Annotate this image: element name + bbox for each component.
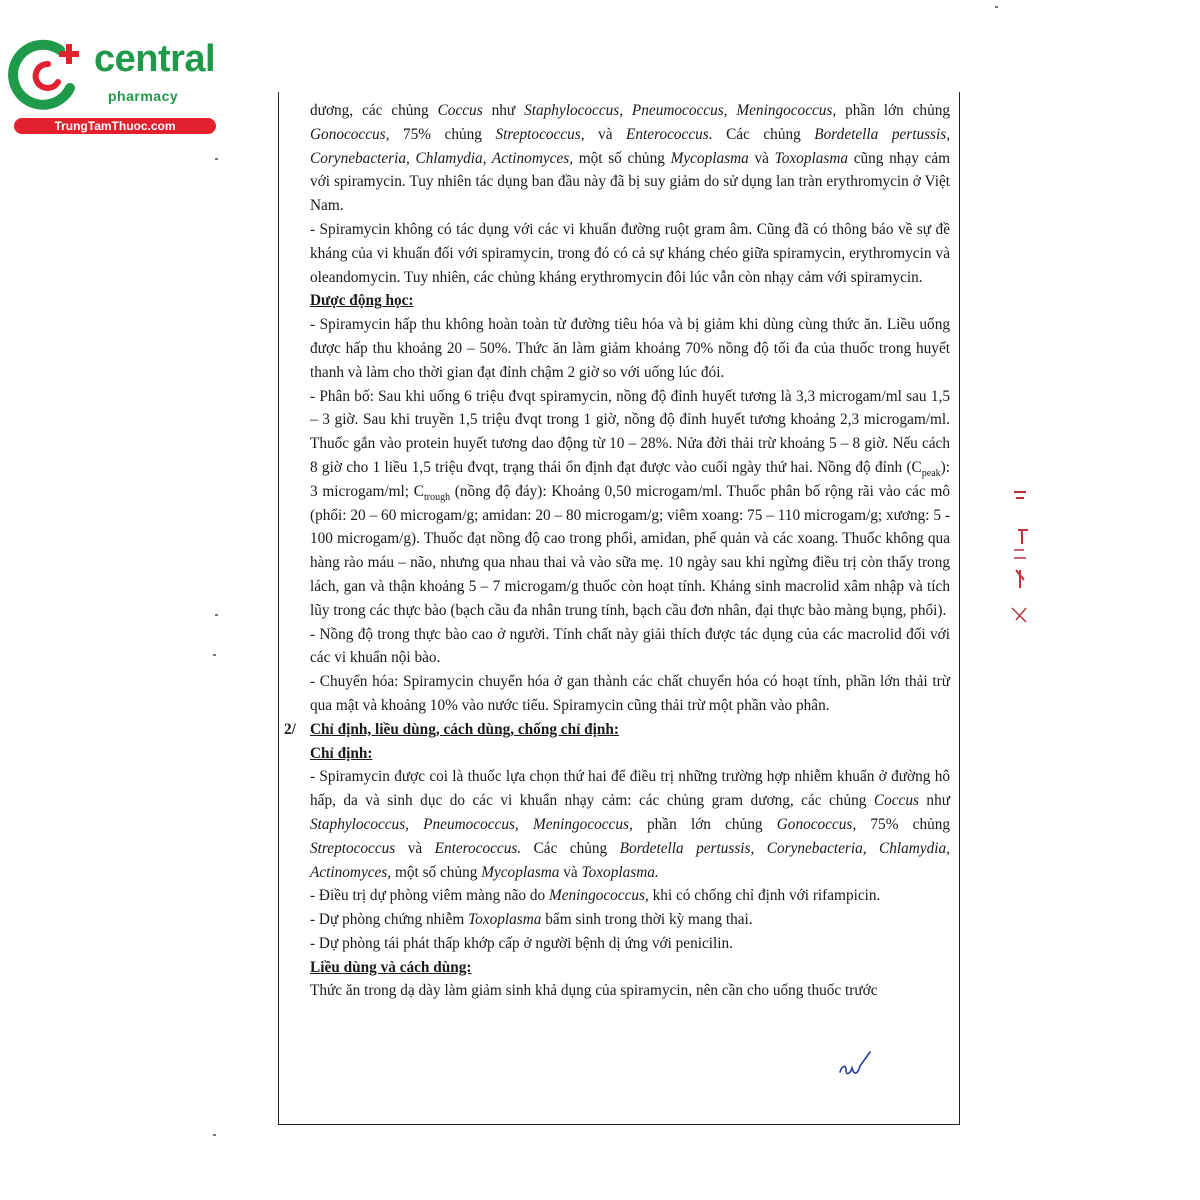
scan-speck — [215, 614, 218, 616]
logo-name: central — [94, 38, 216, 80]
signature-mark — [836, 1048, 876, 1084]
paragraph-indication-toxoplasma: - Dự phòng chứng nhiễm Toxoplasma bẩm sinh trong thời kỳ mang thai. — [310, 911, 753, 929]
paragraph-metabolism: - Chuyển hóa: Spiramycin chuyển hóa ở gan thành các chất chuyển hóa có hoạt tính, phần lớn thải trừ qua mật và khoảng 10% vào nước tiểu. Spiramycin cũng thải trừ một phần vào phân. — [310, 673, 950, 714]
paragraph-indication-infections: - Spiramycin được coi là thuốc lựa chọn thứ hai để điều trị những trường hợp nhiễm khuẩn ở đường hô hấp, da và sinh dục do các vi khuẩn nhạy cảm: các chủng gram dương, các chủng Coccus như Staphylococcus, Pneumococcus, Meningococcus, phần lớn chủng Gonococcus, 75% chủng Streptococcus và Enterococcus. Các chủng Bordetella pertussis, Corynebacteria, Chlamydia, Actinomyces, một số chủng Mycoplasma và Toxoplasma. — [310, 768, 951, 881]
paragraph-indication-rheumatic: - Dự phòng tái phát thấp khớp cấp ở người bệnh dị ứng với penicilin. — [310, 934, 734, 952]
scan-speck — [995, 6, 998, 8]
paragraph-distribution: - Phân bố: Sau khi uống 6 triệu đvqt spiramycin, nồng độ đỉnh huyết tương là 3,3 microgam/ml sau 1,5 – 3 giờ. Sau khi truyền 1,5 triệu đvqt trong 1 giờ, nồng độ đỉnh huyết tương khoảng 2,3 microgam/ml. Thuốc gắn vào protein huyết tương dao động từ 10 – 28%. Nửa đời thải trừ khoảng 5 – 8 giờ. Nếu cách 8 giờ cho 1 liều 1,5 triệu đvqt, trạng thái ổn định đạt được vào cuối ngày thứ hai. Nồng độ đỉnh $(C_{peak})$: 3 microgam/ml; $C_{trough}$ (nồng độ đáy): Khoảng 0,50 microgam/ml. Thuốc phân bố rộng rãi vào các mô (phổi: 20 – 60 microgam/g; amidan: 20 – 80 microgam/g; viêm xoang: 75 – 110 microgam/g; xương: 5 - 100 microgam/g). Thuốc đạt nồng độ cao trong phổi, amidan, phế quản và các xoang. Thuốc không qua hàng rào máu – não, nhưng qua nhau thai và vào sữa mẹ. 10 ngày sau khi ngừng điều trị còn thấy trong lách, gan và thận khoảng 5 – 7 microgam/g thuốc còn hoạt tính. Kháng sinh macrolid xâm nhập và tích lũy trong các thực bào (bạch cầu đa nhân trung tính, bạch cầu đơn nhân, đại thực bào màng bụng, phổi). — [310, 387, 951, 619]
paragraph-absorption: - Spiramycin hấp thu không hoàn toàn từ đường tiêu hóa và bị giảm khi dùng cùng thức ăn. Liều uống được hấp thu khoảng 20 – 50%. Thức ăn làm giảm khoảng 70% nồng độ tối đa của thuốc trong huyết thanh và làm cho thời gian đạt đỉnh chậm 2 giờ so với uống lúc đói. — [310, 316, 950, 381]
scan-speck — [215, 158, 218, 160]
logo-c-cross-icon — [8, 36, 88, 116]
scan-speck — [213, 654, 216, 656]
pharmacy-logo — [8, 36, 223, 136]
paragraph-indication-meningitis: - Điều trị dự phòng viêm màng não do Meningococcus, khi có chống chỉ định với rifampicin. — [310, 887, 881, 905]
stamp-fragment — [1008, 488, 1030, 628]
paragraph-dosage: Thức ăn trong dạ dày làm giảm sinh khả dụng của spiramycin, nên cần cho uống thuốc trước — [310, 982, 878, 1000]
logo-subtitle: pharmacy — [108, 88, 179, 104]
section-2-title: 2/ Chỉ định, liều dùng, cách dùng, chống chỉ định: — [310, 718, 950, 742]
paragraph-cellular: - Nồng độ trong thực bào cao ở người. Tính chất này giải thích được tác dụng của các macrolid đối với các vi khuẩn nội bào. — [310, 625, 950, 667]
heading-dosage: Liều dùng và cách dùng: — [310, 958, 472, 976]
document-body — [284, 99, 951, 1003]
heading-pharmacokinetics: Dược động học: — [310, 292, 414, 310]
section-number: 2/ — [284, 720, 296, 738]
paragraph-resistance: - Spiramycin không có tác dụng với các vi khuẩn đường ruột gram âm. Cũng đã có thông báo về sự đề kháng của vi khuẩn đối với spiramycin, trong đó có cả sự kháng chéo giữa spiramycin, erythromycin và oleandomycin. Tuy nhiên, các chủng kháng erythromycin đôi lúc vẫn còn nhạy cảm với spiramycin. — [310, 220, 950, 286]
logo-url: TrungTamThuoc.com — [14, 118, 216, 134]
heading-indications: Chỉ định: — [310, 744, 373, 762]
paragraph-sensitivity: dương, các chủng Coccus như Staphylococcus, Pneumococcus, Meningococcus, phần lớn chủng Gonococcus, 75% chủng Streptococcus, và Enterococcus. Các chủng Bordetella pertussis, Corynebacteria, Chlamydia, Actinomyces, một số chủng Mycoplasma và Toxoplasma cũng nhạy cảm với spiramycin. Tuy nhiên tác dụng ban đầu này đã bị suy giảm do sử dụng lan tràn erythromycin ở Việt Nam. — [310, 102, 951, 215]
scan-speck — [213, 1134, 216, 1136]
